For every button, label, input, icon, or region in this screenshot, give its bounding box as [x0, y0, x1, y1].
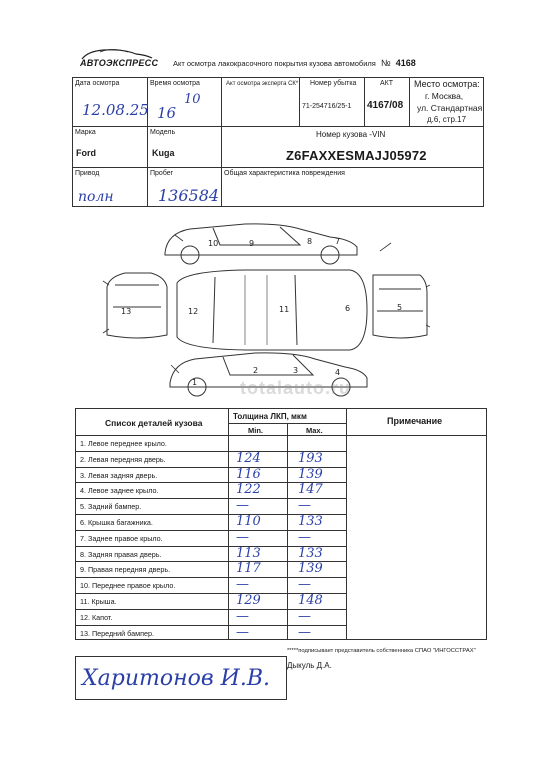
table-row-min: 113 [236, 545, 261, 561]
diagram-label-9: 9 [249, 239, 255, 248]
watermark: totalauto.ru [240, 378, 351, 398]
table-row-label: 13. Передний бампер. [80, 628, 154, 638]
table-row-label: 4. Левое заднее крыло. [80, 486, 159, 496]
date-label: Дата осмотра [75, 80, 120, 87]
table-row-min: 129 [236, 593, 261, 608]
table-row-max: 139 [298, 466, 323, 482]
diagram-label-13: 13 [121, 307, 132, 316]
logo [78, 48, 160, 70]
diagram-label-10: 10 [208, 239, 219, 248]
mileage-label: Пробег [150, 170, 174, 177]
signature: Харитонов И.В. [82, 666, 271, 691]
col-note-header: Примечание [387, 416, 443, 426]
act-label: АКТ [380, 80, 394, 87]
table-row-min: — [236, 529, 249, 545]
table-row-label: 12. Капот. [80, 612, 113, 622]
time-minutes: 10 [184, 92, 201, 107]
place-label: Место осмотра: [414, 79, 480, 89]
rep-name: Дыкуль Д.А. [287, 661, 332, 670]
table-row-min: — [236, 624, 249, 640]
table-row-label: 11. Крыша. [80, 597, 117, 606]
diagram-label-4: 4 [335, 368, 341, 377]
place-line-1: г. Москва, [425, 91, 464, 101]
col-parts-header: Список деталей кузова [105, 418, 203, 428]
drive-label: Привод [75, 170, 100, 177]
table-row-label: 7. Заднее правое крыло. [80, 533, 163, 543]
act-number: 4168 [395, 58, 416, 68]
model-label: Модель [150, 129, 176, 136]
col-min-header: Min. [248, 426, 263, 435]
document-title: Акт осмотра лакокрасочного покрытия кузова автомобиля № 4168 [173, 58, 416, 68]
table-row-max: 133 [298, 545, 323, 561]
number-sign: № [380, 58, 391, 68]
table-row-label: 1. Левое переднее крыло. [80, 439, 167, 448]
diagram-label-3: 3 [293, 366, 299, 375]
damage-label: Общая характеристика повреждения [224, 170, 345, 177]
diagram-label-7: 7 [335, 237, 341, 246]
table-row-label: 8. Задняя правая дверь. [80, 549, 162, 559]
expert-label: Акт осмотра эксперта СК* [226, 81, 299, 87]
table-row-max: 139 [298, 561, 323, 577]
col-thickness-header: Толщина ЛКП, мкм [233, 412, 307, 421]
diagram-label-2: 2 [253, 366, 259, 375]
diagram-label-1: 1 [192, 378, 198, 387]
loss-label: Номер убытка [310, 80, 357, 87]
table-row-min: 117 [236, 561, 261, 577]
logo-text: АВТОЭКСПРЕСС [80, 58, 159, 68]
table-row-max: — [298, 529, 311, 545]
place-line-3: д.6, стр.17 [427, 115, 467, 124]
vin-label: Номер кузова -VIN [316, 130, 386, 139]
diagram-label-5: 5 [397, 303, 403, 312]
diagram-label-11: 11 [279, 305, 290, 314]
table-row-min: 122 [236, 482, 261, 498]
table-row-min: — [236, 498, 249, 514]
diagram-label-6: 6 [345, 304, 351, 313]
table-row-min: 124 [236, 450, 261, 466]
table-row-label: 2. Левая передняя дверь. [80, 454, 166, 464]
drive-value: полн [78, 189, 114, 205]
vin-value: Z6FAXXESMAJJ05972 [286, 148, 427, 163]
table-row-min: — [236, 577, 249, 593]
place-line-2: ул. Стандартная [417, 103, 483, 113]
table-row-max: — [298, 608, 311, 624]
loss-value: 71-254716/25-1 [302, 103, 352, 110]
table-row-label: 10. Переднее правое крыло. [80, 581, 176, 591]
time-label: Время осмотра [150, 80, 200, 87]
make-value: Ford [76, 148, 96, 158]
table-row-label: 9. Правая передняя дверь. [80, 565, 171, 575]
table-row-label: 6. Крышка багажника. [80, 518, 153, 527]
col-max-header: Max. [306, 426, 323, 435]
table-row-max: 148 [298, 593, 323, 608]
diagram-label-8: 8 [307, 237, 313, 246]
diagram-label-12: 12 [188, 307, 199, 316]
info-grid [72, 77, 484, 207]
table-row-max: — [298, 498, 311, 514]
table-row-label: 5. Задний бампер. [80, 502, 142, 512]
time-value: 16 [157, 104, 177, 122]
model-value: Kuga [152, 148, 175, 158]
car-diagram [95, 215, 440, 405]
table-row-max: 193 [298, 450, 323, 466]
table-row-label: 3. Левая задняя дверь. [80, 470, 158, 480]
date-value: 12.08.25 [82, 101, 149, 119]
table-row-min: — [236, 608, 249, 624]
make-label: Марка [75, 129, 96, 136]
table-row-max: 133 [298, 514, 323, 529]
table-row-max: — [298, 577, 311, 593]
act-value: 4167/08 [367, 100, 404, 111]
table-row-min: 110 [236, 514, 261, 529]
table-row-max: 147 [298, 482, 323, 498]
table-row-max: — [298, 624, 311, 640]
mileage-value: 136584 [158, 186, 220, 205]
table-row-min: 116 [236, 466, 261, 482]
footer-note: *****подписывает представитель собственника СПАО "ИНГОССТРАХ" [287, 648, 476, 654]
